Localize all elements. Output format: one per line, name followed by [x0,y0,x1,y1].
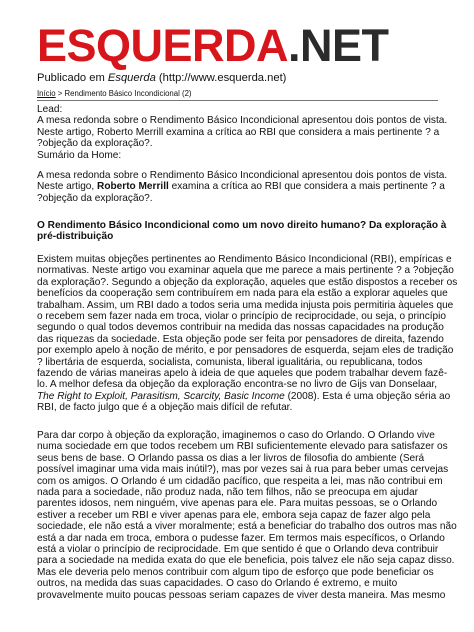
paragraph-line: benefícios da cooperação sem contribuírem em nada para ela estão a explorar aqueles que [37,288,448,300]
article-heading [37,220,447,243]
published-prefix: Publicado em [37,72,108,84]
summary-line [37,181,445,193]
heading-line: pré-distribuição [37,231,114,243]
published-url[interactable]: (http://www.esquerda.net) [155,72,287,84]
logo-net: .NET [288,20,389,71]
lead-block [37,104,448,161]
heading-line: O Rendimento Básico Incondicional como um novo direito humano? Da exploração à [37,220,447,231]
paragraph-line: está a violar o princípio de reciprocidade. Em que sentido é que o Orlando deva contribuir [37,544,439,556]
paragraph-line: lo. A melhor defesa da objeção da exploração encontra-se no livro de Gijs van Donselaar, [37,379,438,391]
paragraph-line: das riquezas da sociedade. Esta objeção pode ser feita por pensadores de direita, fazendo [37,333,444,345]
breadcrumb-home-link[interactable]: Início [37,89,56,98]
paragraph-1 [37,254,458,414]
lead-label: Lead: [37,104,63,115]
site-logo [37,20,389,71]
paragraph-2 [37,430,457,601]
breadcrumb-separator: > [55,89,65,98]
paragraph-line: o recebem sem fazer nada em troca, violar o princípio de reciprocidade, ou seja, o princípio [37,311,447,323]
logo-esquerda: ESQUERDA [37,20,289,71]
paragraph-line: fazendo de várias maneiras apelo à ideia de que aqueles que podem trabalhar devem fazê- [37,368,448,380]
book-title: The Right to Exploit, Parasitism, Scarcity, Basic Income [37,390,285,402]
summary-line: ?objeção da exploração?. [37,192,153,204]
summary-line: A mesa redonda sobre o Rendimento Básico Incondicional apresentou dois pontos de vista. [37,170,448,181]
paragraph-line: segundo o qual todos devemos contribuir na medida das nossas capacidades na produção [37,322,444,334]
paragraph-line: RBI, de facto julgo que é a objeção mais difícil de refutar. [37,402,293,414]
lead-line: A mesa redonda sobre o Rendimento Básico Incondicional apresentou dois pontos de vista. [37,115,448,127]
paragraph-line: por exemplo apelo à noção de mérito, e por pensadores de esquerda, sejam eles de tradição [37,345,454,357]
paragraph-line: com os amigos. O Orlando é um cidadão pacífico, que respeita a lei, mas não contribui em [37,475,443,487]
author-name: Roberto Merrill [97,181,169,193]
breadcrumb-current: Rendimento Básico Incondicional (2) [64,89,192,98]
published-site-name: Esquerda [107,72,156,84]
paragraph-line [37,390,451,402]
paragraph-line: sociedade, ele não está a viver moralmente; está a beneficiar do trabalho dos outros mas não [37,521,457,533]
paragraph-line: numa sociedade em que todos recebem um RBI suficientemente elevado para satisfazer os [37,441,448,453]
paragraph-line: seus bens de base. O Orlando passa os dias a ler livros de filosofia do ambiente (Será [37,452,425,464]
lead-line: Neste artigo, Roberto Merrill examina a crítica ao RBI que considera a mais pertinente ? a [37,126,440,138]
paragraph-line: parentes idosos, nem ninguém, vive apenas para ele. Para muitas pessoas, se o Orlando [37,498,438,510]
paragraph-line: possível imaginar uma vida mais inútil?), mas por vezes sai à rua para beber umas cervejas [37,464,449,476]
breadcrumb [37,89,192,99]
header-divider [37,100,438,101]
paragraph-line: Para dar corpo à objeção da exploração, imaginemos o caso do Orlando. O Orlando vive [37,430,435,441]
paragraph-line: provavelmente muito poucas pessoas seriam capazes de viver desta maneira. Mas mesmo [37,589,446,601]
paragraph-line: para a sociedade na medida exata do que ele beneficia, pois talvez ele não seja capaz disso. [37,555,455,567]
summary-label: Sumário da Home: [37,149,122,161]
paragraph-line: estiver a receber um RBI e viver apenas para ele, embora seja capaz de fazer algo pela [37,509,431,521]
lead-line: ?objeção da exploração?. [37,138,153,150]
paragraph-line: está a dar nada em troca, embora o pudesse fazer. Em termos mais específicos, o Orlando [37,532,445,544]
paragraph-line: outros, na medida das suas capacidades. O caso do Orlando é extremo, e muito [37,578,398,590]
paragraph-line: da exploração?. Segundo a objeção da exploração, aqueles que estão dispostos a receber os [37,276,458,288]
paragraph-text: (2008). Esta é uma objeção séria ao [284,390,451,402]
summary-block [37,170,448,204]
paragraph-line: normativas. Neste artigo vou examinar aquela que me parece a mais pertinente ? a ?objeção [37,265,454,277]
summary-text: Neste artigo, [37,181,98,193]
published-line [37,72,286,85]
paragraph-line: nada para a sociedade, não produz nada, não tem filhos, não se preocupa em ajudar [37,487,419,499]
summary-text: examina a crítica ao RBI que considera a mais pertinente ? a [168,181,445,193]
paragraph-line: trabalham. Assim, um RBI dado a todos seria uma medida injusta pois permitiria àqueles que [37,299,454,311]
paragraph-line: Existem muitas objeções pertinentes ao Rendimento Básico Incondicional (RBI), empíricas e [37,254,452,265]
paragraph-line: ? libertária de esquerda, socialista, comunista, liberal igualitária, ou republicana, todos [37,356,423,368]
paragraph-line: Mas ele deveria pelo menos contribuir com algum tipo de esforço que pode beneficiar os [37,566,434,578]
